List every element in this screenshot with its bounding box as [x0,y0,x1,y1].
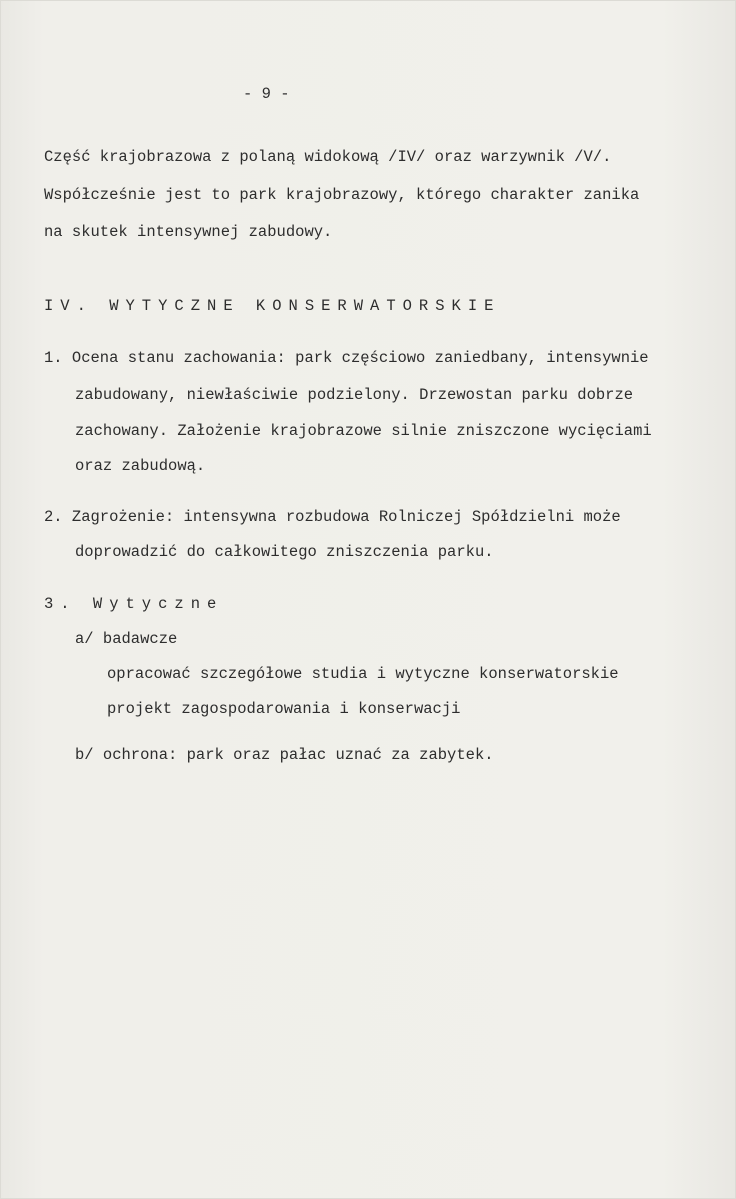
section-heading: IV. WYTYCZNE KONSERWATORSKIE [44,297,501,315]
item-3-sub-a-line-1: opracować szczegółowe studia i wytyczne konserwatorskie [107,665,619,683]
item-3-sub-b-line: b/ ochrona: park oraz pałac uznać za zabytek. [75,746,494,764]
item-3-heading: 3. Wytyczne [44,595,224,613]
intro-line-3: na skutek intensywnej zabudowy. [44,223,333,241]
page-number: - 9 - [243,85,290,103]
item-1-line-3: zachowany. Założenie krajobrazowe silnie zniszczone wycięciami [75,422,652,440]
item-1-line-2: zabudowany, niewłaściwie podzielony. Drzewostan parku dobrze [75,386,634,404]
item-1-line-1: 1. Ocena stanu zachowania: park częściowo zaniedbany, intensywnie [44,349,649,367]
intro-line-2: Współcześnie jest to park krajobrazowy, którego charakter zanika [44,186,640,204]
intro-line-1: Część krajobrazowa z polaną widokową /IV/ oraz warzywnik /V/. [44,148,612,166]
item-2-line-2: doprowadzić do całkowitego zniszczenia parku. [75,543,494,561]
item-2-line-1: 2. Zagrożenie: intensywna rozbudowa Rolniczej Spółdzielni może [44,508,621,526]
item-3-sub-a-line-2: projekt zagospodarowania i konserwacji [107,700,461,718]
item-3-sub-a-label: a/ badawcze [75,630,178,648]
item-1-line-4: oraz zabudową. [75,457,206,475]
